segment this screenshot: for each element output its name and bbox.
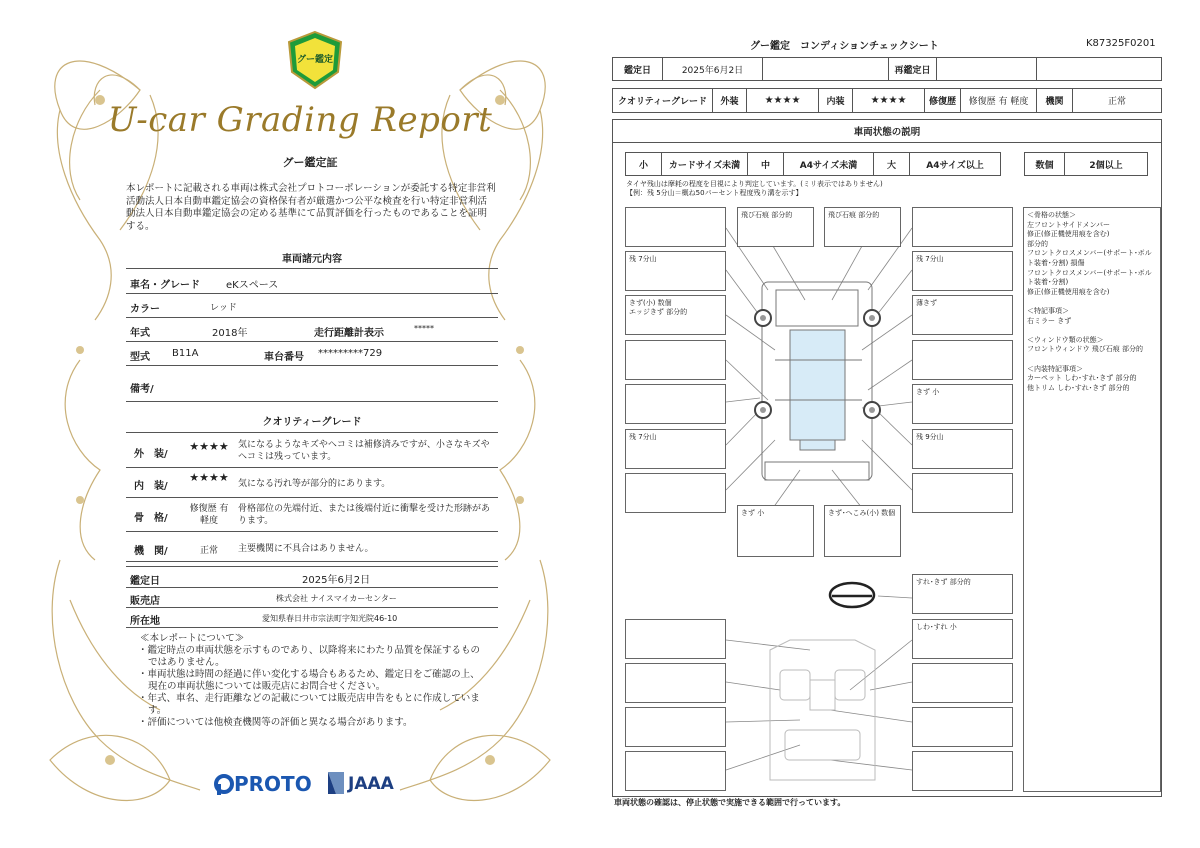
grade-interior-stars: ★★★★ [189, 471, 229, 484]
interior-label: 内装 [819, 89, 853, 112]
condition-box-windshield-left: 飛び石痕 部分的 [737, 207, 814, 247]
exterior-stars: ★★★★ [747, 89, 819, 112]
condition-box [912, 340, 1013, 380]
condition-box [625, 751, 726, 791]
grade-exterior-stars: ★★★★ [189, 440, 229, 453]
count-label: 数個 [1025, 153, 1065, 175]
condition-box [912, 707, 1013, 747]
condition-box [912, 473, 1013, 513]
info-row-shop [126, 588, 498, 608]
condition-box-rear-left: きず 小 [737, 505, 814, 557]
spec-color-value: レッド [210, 303, 237, 313]
engine-value: 正常 [1107, 97, 1126, 107]
side-note-line: 左フロントサイドメンバー [1027, 220, 1110, 229]
certificate-title: グー鑑定証 [282, 156, 338, 169]
side-note-line: 右ミラー きず [1027, 316, 1072, 325]
spec-name-label: 車名・グレード [130, 280, 200, 291]
quality-grade-row [612, 88, 1162, 113]
divider [126, 432, 498, 433]
side-note-line: 修正(修正機使用痕を含む) [1027, 287, 1110, 296]
condition-box-right-front: 薄きず [912, 295, 1013, 335]
spec-name-value: eKスペース [226, 280, 279, 291]
side-note-line: 修正(修正機使用痕を含む) [1027, 230, 1110, 239]
grade-interior-desc: 気になる汚れ等が部分的にあります。 [238, 479, 391, 489]
special-notes-panel [1023, 207, 1161, 792]
report-notes [138, 633, 488, 729]
reappraisal-date-label: 再鑑定日 [889, 58, 937, 80]
spec-year-label: 年式 [130, 328, 150, 339]
info-row-date [126, 566, 498, 588]
report-script-title: U-car Grading Report [107, 100, 493, 140]
size-large-label: 大 [874, 153, 910, 175]
notes-heading: ≪本レポートについて≫ [140, 633, 245, 644]
condition-box-rear-right: きず･へこみ(小) 数個 [824, 505, 901, 557]
condition-box-tire-front-right: 残 7分山 [912, 251, 1013, 291]
side-note-line: ＜特記事項＞ [1027, 306, 1069, 315]
info-shop-value: 株式会社 ナイスマイカーセンター [276, 594, 397, 603]
grade-row-frame [126, 498, 498, 532]
size-legend [625, 152, 1001, 176]
condition-box [912, 751, 1013, 791]
interior-stars: ★★★★ [853, 89, 925, 112]
condition-box [625, 384, 726, 424]
side-note-line [1027, 355, 1157, 365]
side-note-line: フロントウィンドウ 飛び石痕 部分的 [1027, 345, 1144, 354]
size-mid-label: 中 [748, 153, 784, 175]
spec-chassis-value: *********729 [318, 348, 383, 359]
condition-box [912, 207, 1013, 247]
info-row-address [126, 608, 498, 628]
grade-frame-desc: 骨格部位の先端付近、または後端付近に衝撃を受けた形跡があります。 [238, 504, 491, 526]
grade-exterior-desc: 気になるようなキズやヘコミは補修済みですが、小さなキズやヘコミは残っています。 [238, 440, 490, 462]
spec-model-label: 型式 [130, 352, 150, 363]
grade-row-engine [126, 532, 498, 562]
spec-chassis-label: 車台番号 [264, 352, 304, 363]
condition-box-windshield-right: 飛び石痕 部分的 [824, 207, 901, 247]
note-item: ・年式、車名、走行距離などの記載については販売店申告をもとに作成しています。 [138, 693, 480, 716]
logo-text: グー鑑定 [296, 55, 333, 65]
proto-logo-icon [214, 774, 234, 796]
spec-row-name [126, 270, 498, 294]
sheet-footnote: 車両状態の確認は、停止状態で実施できる範囲で行っています。 [614, 798, 846, 807]
empty-cell [763, 58, 889, 80]
size-small-desc: カードサイズ未満 [662, 153, 748, 175]
info-address-value: 愛知県春日井市宗法町字知光院46-10 [262, 614, 398, 623]
spec-section-title: 車両諸元内容 [282, 254, 342, 265]
grade-engine-value: 正常 [199, 546, 218, 556]
empty-cell [1037, 58, 1161, 80]
condition-box-left-front: きず(小) 数個 エッジきず 部分的 [625, 295, 726, 335]
spec-remarks-label: 備考/ [130, 384, 154, 395]
condition-box [625, 619, 726, 659]
sheet-title: グー鑑定 コンディションチェックシート [750, 41, 939, 52]
info-date-value: 2025年6月2日 [302, 575, 371, 586]
side-note-line [1027, 326, 1157, 336]
side-note-line: フロントクロスメンバー(サポート･ボルト装着･分割) [1027, 268, 1152, 287]
appraisal-date-row [612, 57, 1162, 81]
spec-row-remarks [126, 366, 498, 402]
info-address-label: 所在地 [130, 616, 160, 627]
repair-history-label: 修復歴 [925, 89, 961, 112]
grade-row-interior [126, 468, 498, 498]
tire-example-note: 【例：残 5分山＝概ね50パーセント程度残り溝を示す】 [626, 189, 803, 197]
grade-engine-label: 機 関/ [134, 546, 168, 557]
spec-mileage-value: ***** [414, 324, 434, 333]
condition-box-tire-rear-right: 残 9分山 [912, 429, 1013, 469]
spec-model-value: B11A [172, 348, 199, 359]
spec-row-year [126, 318, 498, 342]
footer-logos [214, 768, 414, 802]
section-title: 車両状態の説明 [612, 119, 1162, 143]
divider [126, 268, 498, 269]
tire-note: タイヤ残山は摩耗の程度を目視により判定しています。(ミリ表示ではありません) [626, 180, 883, 188]
certificate-intro: 本レポートに記載される車両は株式会社プロトコーポレーションが委託する特定非営利活動法人日本自動車鑑定協会の資格保有者が厳選かつ公平な検査を行い特定非営利活動法人日本自動車鑑定協会の定める基準にて品質評価を行ったものであることを証明する。 [126, 183, 496, 232]
condition-box [625, 340, 726, 380]
quality-grade-label: クオリティーグレード [613, 89, 713, 112]
grade-exterior-label: 外 装/ [134, 449, 168, 460]
size-small-label: 小 [626, 153, 662, 175]
condition-box-seat: しわ･すれ 小 [912, 619, 1013, 659]
spec-row-model [126, 342, 498, 366]
grade-interior-label: 内 装/ [134, 481, 168, 492]
side-note-line: 部分的 [1027, 239, 1048, 248]
grade-row-exterior [126, 434, 498, 468]
spec-year-value: 2018年 [212, 328, 248, 339]
info-shop-label: 販売店 [130, 596, 160, 607]
side-note-line [1027, 297, 1157, 307]
spec-mileage-label: 走行距離計表示 [314, 328, 384, 339]
condition-box [912, 663, 1013, 703]
side-note-line: カーペット しわ･すれ･きず 部分的 [1027, 374, 1137, 383]
info-date-label: 鑑定日 [130, 576, 160, 587]
grade-section-title: クオリティーグレード [262, 417, 362, 428]
repair-history-value: 修復歴 有 軽度 [961, 89, 1037, 112]
exterior-label: 外装 [713, 89, 747, 112]
condition-box [625, 663, 726, 703]
note-item: ・評価については他検査機関等の評価と異なる場合があります。 [138, 717, 413, 728]
side-note-line: ＜ウィンドウ類の状態＞ [1027, 335, 1104, 344]
grade-frame-value: 修復歴 有 軽度 [189, 504, 229, 526]
condition-check-sheet [600, 0, 1200, 848]
count-desc: 2個以上 [1089, 160, 1123, 171]
condition-box [625, 207, 726, 247]
note-item: ・鑑定時点の車両状態を示すものであり、以降将来にわたり品質を保証するものではありません。 [138, 645, 481, 668]
condition-box-tire-front-left: 残 7分山 [625, 251, 726, 291]
spec-color-label: カラー [130, 304, 160, 315]
grade-engine-desc: 主要機関に不具合はありません。 [238, 544, 374, 554]
condition-box-tire-rear-left: 残 7分山 [625, 429, 726, 469]
proto-logo-text: PROTO [234, 772, 312, 796]
condition-box [625, 473, 726, 513]
count-legend [1024, 152, 1148, 176]
reappraisal-date-value [937, 58, 1037, 80]
grade-frame-label: 骨 格/ [134, 513, 168, 524]
engine-label: 機関 [1037, 89, 1073, 112]
sheet-code: K87325F0201 [1086, 38, 1156, 49]
spec-row-color [126, 294, 498, 318]
note-item: ・車両状態は時間の経過に伴い変化する場合もあるため、鑑定日をご確認の上、現在の車両状態については販売店にお問合せください。 [138, 669, 480, 692]
side-note-line: ＜内装特記事項＞ [1027, 364, 1083, 373]
side-note-line: 他トリム しわ･すれ･きず 部分的 [1027, 383, 1130, 392]
size-large-desc: A4サイズ以上 [926, 160, 984, 171]
jaaa-logo-text: JAAA [348, 774, 394, 794]
size-mid-desc: A4サイズ未満 [784, 153, 874, 175]
condition-box-steering: すれ･きず 部分的 [912, 574, 1013, 614]
goo-kantei-logo [286, 30, 344, 92]
jaaa-logo-icon [326, 770, 346, 796]
side-note-line: ＜骨格の状態＞ [1027, 211, 1076, 219]
side-note-line: フロントクロスメンバー(サポート･ボルト装着･分割) 損傷 [1027, 249, 1152, 267]
condition-box [625, 707, 726, 747]
appraisal-date-value: 2025年6月2日 [663, 58, 763, 80]
condition-box-right-rear-door: きず 小 [912, 384, 1013, 424]
appraisal-date-label: 鑑定日 [613, 58, 663, 80]
